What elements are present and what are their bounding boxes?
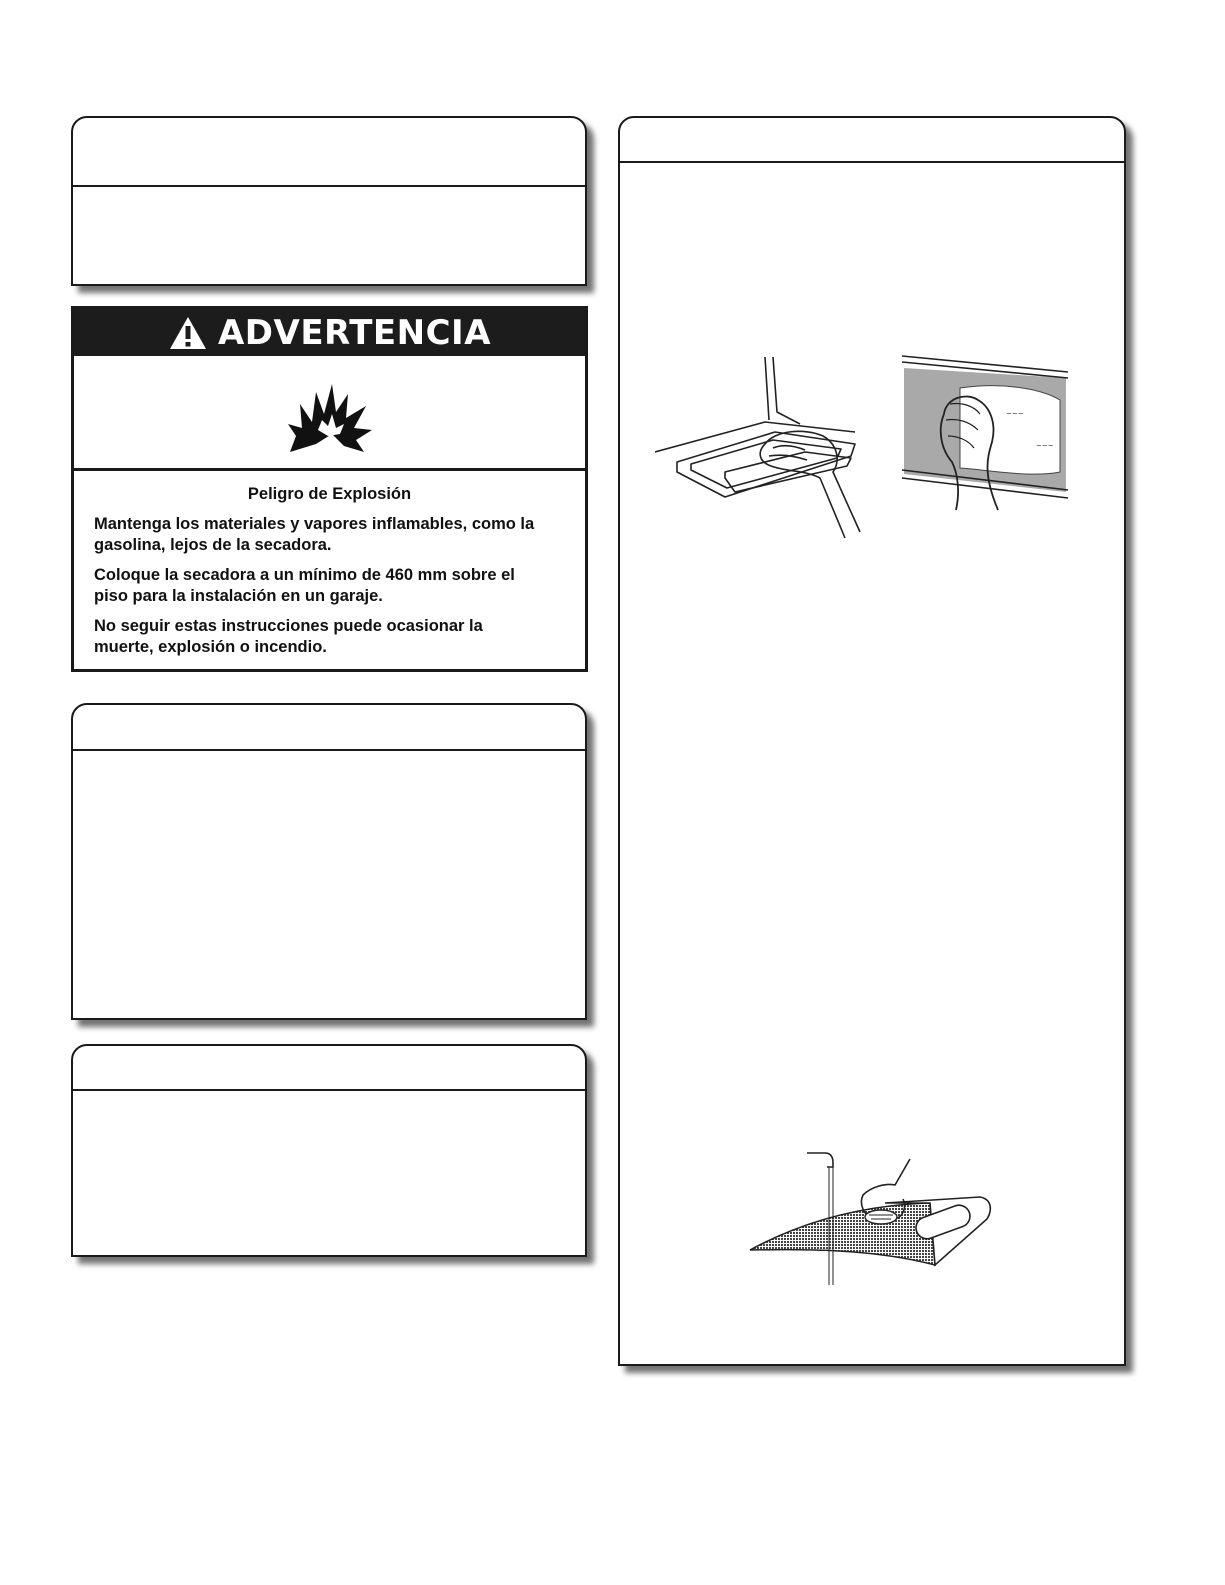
section-card-3 [71,1044,587,1257]
section-card-2-header [73,705,585,751]
svg-text:~~~: ~~~ [1006,410,1024,418]
section-card-1 [71,116,587,286]
warning-header [74,309,585,356]
hand-scrubbing-lint-screen-illustration [745,1145,1000,1285]
explosion-icon [286,384,374,454]
warning-paragraph-2: Coloque la secadora a un mínimo de 460 mm sobre el piso para la instalación en un garaje. [94,566,515,605]
warning-paragraph-1: Mantenga los materiales y vapores inflamables, como la gasolina, lejos de la secadora. [94,515,535,554]
section-card-1-header [73,118,585,187]
section-card-2 [71,703,587,1020]
hand-cleaning-drum-illustration [900,352,1070,512]
warning-heading: Peligro de Explosión [247,485,412,503]
warning-title: ADVERTENCIA [217,312,492,353]
warning-symbol-area [74,356,585,471]
section-card-3-header [73,1046,585,1091]
hand-wiping-lid-illustration [655,352,870,542]
warning-box [71,306,588,672]
section-card-4-header [620,118,1124,163]
warning-body [94,485,565,667]
svg-text:~~~: ~~~ [1036,442,1054,450]
warning-triangle-icon [168,315,208,351]
warning-paragraph-3: No seguir estas instrucciones puede ocasionar la muerte, explosión o incendio. [94,617,483,656]
